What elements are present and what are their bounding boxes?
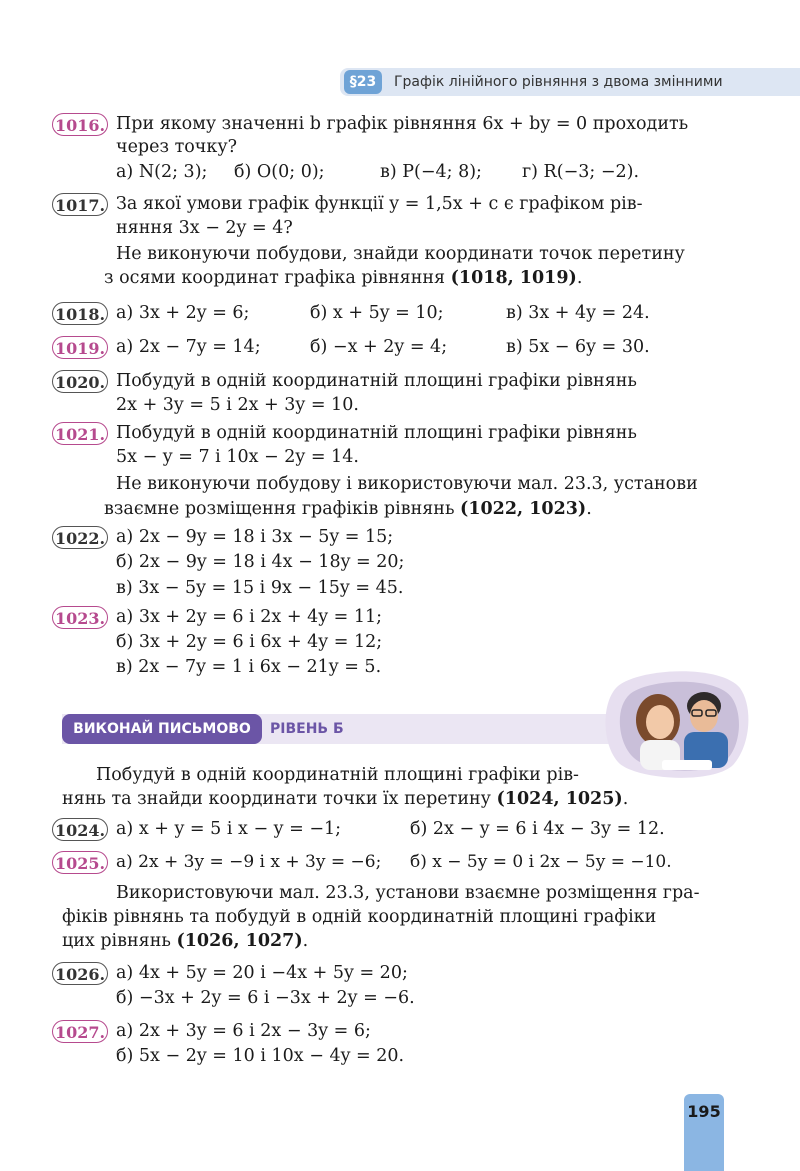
students-illustration xyxy=(600,668,750,780)
intro-4-line-1: Використовуючи мал. 23.3, установи взаємне розміщення гра- xyxy=(116,883,700,903)
exercise-1016-text-1: При якому значенні b графік рівняння 6x + by = 0 проходить xyxy=(116,114,689,134)
exercise-1023-b: б) 3x + 2y = 6 і 6x + 4y = 12; xyxy=(116,632,383,652)
exercise-1020-text-1: Побудуй в одній координатній площині графіки рівнянь xyxy=(116,371,637,391)
exercise-1016-a: а) N(2; 3); xyxy=(116,162,208,182)
intro-4-line-3: цих рівнянь (1026, 1027). xyxy=(62,931,309,951)
intro-2-line-1: Не виконуючи побудову і використовуючи мал. 23.3, установи xyxy=(116,474,698,494)
exercise-1026-a: а) 4x + 5y = 20 і −4x + 5y = 20; xyxy=(116,963,408,983)
exercise-1018-b: б) x + 5y = 10; xyxy=(310,303,444,323)
intro-3-line-1: Побудуй в одній координатній площині графіки рів- xyxy=(96,765,579,785)
exercise-1018-a: а) 3x + 2y = 6; xyxy=(116,303,250,323)
exercise-1019-b: б) −x + 2y = 4; xyxy=(310,337,448,357)
exercise-1016-d: г) R(−3; −2). xyxy=(522,162,640,182)
exercise-1016-b: б) O(0; 0); xyxy=(234,162,325,182)
exercise-1018-c: в) 3x + 4y = 24. xyxy=(506,303,650,323)
exercise-1023-a: а) 3x + 2y = 6 і 2x + 4y = 11; xyxy=(116,607,383,627)
exercise-1017-text-2: няння 3x − 2y = 4? xyxy=(116,218,293,238)
exercise-1027-a: а) 2x + 3y = 6 і 2x − 3y = 6; xyxy=(116,1021,371,1041)
intro-1-line-1: Не виконуючи побудови, знайди координати точок перетину xyxy=(116,244,685,264)
exercise-1016-c: в) P(−4; 8); xyxy=(380,162,482,182)
section-title: Графік лінійного рівняння з двома змінними xyxy=(394,74,723,90)
exercise-1025-b: б) x − 5y = 0 і 2x − 5y = −10. xyxy=(410,852,672,872)
exercise-1021-text-1: Побудуй в одній координатній площині графіки рівнянь xyxy=(116,423,637,443)
section-number: §23 xyxy=(344,70,382,94)
exercise-1024-b: б) 2x − y = 6 і 4x − 3y = 12. xyxy=(410,819,665,839)
exercise-number-1018: 1018. xyxy=(52,302,108,325)
exercise-1022-a: а) 2x − 9y = 18 і 3x − 5y = 15; xyxy=(116,527,394,547)
intro-2-line-2: взаємне розміщення графіків рівнянь (1022, 1023). xyxy=(104,499,592,519)
level-label: РІВЕНЬ Б xyxy=(270,721,344,737)
exercise-number-1017: 1017. xyxy=(52,193,108,216)
exercise-1019-c: в) 5x − 6y = 30. xyxy=(506,337,650,357)
exercise-1021-text-2: 5x − y = 7 і 10x − 2y = 14. xyxy=(116,447,359,467)
exercise-number-1016: 1016. xyxy=(52,113,108,136)
exercise-1017-text-1: За якої умови графік функції y = 1,5x + c є графіком рів- xyxy=(116,194,643,214)
exercise-1024-a: а) x + y = 5 і x − y = −1; xyxy=(116,819,342,839)
exercise-number-1022: 1022. xyxy=(52,526,108,549)
exercise-number-1026: 1026. xyxy=(52,962,108,985)
exercise-number-1020: 1020. xyxy=(52,370,108,393)
intro-3-line-2: нянь та знайди координати точки їх перетину (1024, 1025). xyxy=(62,789,629,809)
exercise-1020-text-2: 2x + 3y = 5 і 2x + 3y = 10. xyxy=(116,395,359,415)
exercise-number-1027: 1027. xyxy=(52,1020,108,1043)
exercise-1022-b: б) 2x − 9y = 18 і 4x − 18y = 20; xyxy=(116,552,405,572)
exercise-1027-b: б) 5x − 2y = 10 і 10x − 4y = 20. xyxy=(116,1046,405,1066)
exercise-1019-a: а) 2x − 7y = 14; xyxy=(116,337,261,357)
exercise-1026-b: б) −3x + 2y = 6 і −3x + 2y = −6. xyxy=(116,988,415,1008)
exercise-1023-c: в) 2x − 7y = 1 і 6x − 21y = 5. xyxy=(116,657,382,677)
intro-1-line-2: з осями координат графіка рівняння (1018, 1019). xyxy=(104,268,583,288)
exercise-number-1025: 1025. xyxy=(52,851,108,874)
page-number: 195 xyxy=(687,1102,721,1121)
write-task-label: ВИКОНАЙ ПИСЬМОВО xyxy=(62,714,262,744)
exercise-number-1021: 1021. xyxy=(52,422,108,445)
exercise-number-1019: 1019. xyxy=(52,336,108,359)
exercise-number-1024: 1024. xyxy=(52,818,108,841)
intro-4-line-2: фіків рівнянь та побудуй в одній координатній площині графіки xyxy=(62,907,657,927)
exercise-number-1023: 1023. xyxy=(52,606,108,629)
exercise-1022-c: в) 3x − 5y = 15 і 9x − 15y = 45. xyxy=(116,578,404,598)
exercise-1016-text-2: через точку? xyxy=(116,137,237,157)
exercise-1025-a: а) 2x + 3y = −9 і x + 3y = −6; xyxy=(116,852,382,872)
